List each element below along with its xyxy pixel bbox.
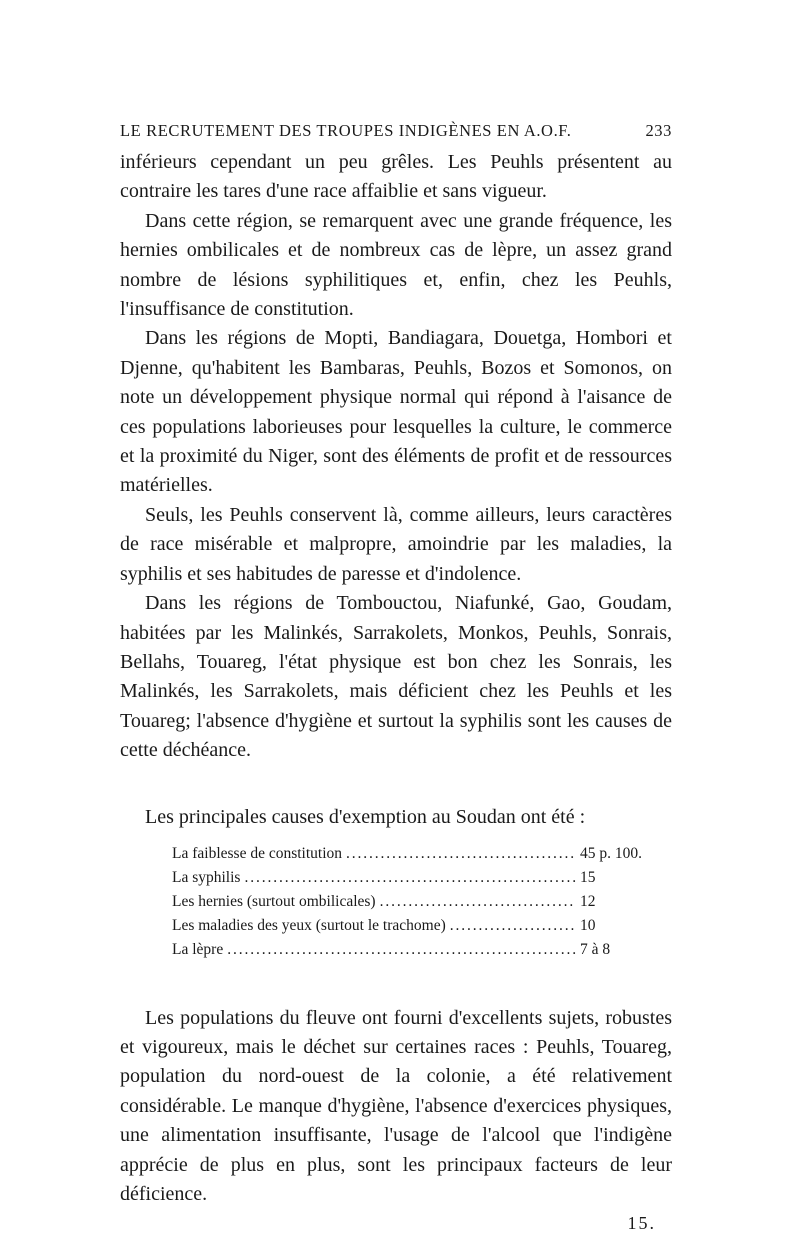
leader-dots <box>380 890 576 914</box>
paragraph-2: Dans cette région, se remarquent avec une grande fréquence, les hernies ombilicales et de nombreux cas de lèpre, un assez grand nombre de lésions syphilitiques et, enfin, chez les Peuhls, l'insuffisance de constitution. <box>120 209 672 321</box>
row-value: 10 <box>580 916 596 934</box>
leader-dots <box>346 842 576 866</box>
leader-dots <box>244 866 576 890</box>
row-label: La lèpre <box>172 940 224 958</box>
exemption-table <box>172 842 672 962</box>
page-number: 233 <box>645 121 672 140</box>
paragraph-3: Dans les régions de Mopti, Bandiagara, Douetga, Hombori et Djenne, qu'habitent les Bambaras, Peuhls, Bozos et Somonos, on note un développement physique normal qui répond à l'aisance de ces populations laborieuses pour lesquelles la culture, le commerce et la proximité du Niger, sont des éléments de profit et de ressources matérielles. <box>120 327 672 497</box>
table-row <box>172 842 672 866</box>
row-label: Les maladies des yeux (surtout le trachome) <box>172 916 446 934</box>
row-label: La syphilis <box>172 868 241 886</box>
row-label: La faiblesse de constitution <box>172 844 343 862</box>
paragraph-1: inférieurs cependant un peu grêles. Les Peuhls présentent au contraire les tares d'une race affaiblie et sans vigueur. <box>120 151 672 203</box>
running-header <box>120 118 672 144</box>
row-value: 7 à 8 <box>580 940 611 958</box>
paragraph-4: Seuls, les Peuhls conservent là, comme ailleurs, leurs caractères de race misérable et malpropre, amoindrie par les maladies, la syphilis et ses habitudes de paresse et d'indolence. <box>120 503 672 585</box>
page <box>120 118 672 1234</box>
table-row <box>172 890 672 914</box>
row-value: 12 <box>580 892 596 910</box>
paragraph-closing: Les populations du fleuve ont fourni d'excellents sujets, robustes et vigoureux, mais le déchet sur certaines races : Peuhls, Touareg, population du nord-ouest de la colonie, a été relativement considérable. Le manque d'hygiène, l'absence d'exercices physiques, une alimentation insuffisante, l'usage de l'alcool que l'indigène apprécie de plus en plus, sont les principaux facteurs de leur déficience. <box>120 1006 672 1205</box>
paragraph-5: Dans les régions de Tombouctou, Niafunké, Gao, Goudam, habitées par les Malinkés, Sarrakolets, Monkos, Peuhls, Sonrais, Bellahs, Touareg, l'état physique est bon chez les Sonrais, les Malinkés, les Sarrakolets, mais déficient chez les Peuhls et les Touareg; l'absence d'hygiène et surtout la syphilis sont les causes de cette déchéance. <box>120 592 672 762</box>
row-value: 45 p. 100. <box>580 844 642 862</box>
body-text <box>120 148 672 766</box>
closing-text <box>120 1004 672 1210</box>
leader-dots <box>450 914 576 938</box>
signature-mark: 15. <box>627 1213 656 1234</box>
row-label: Les hernies (surtout ombilicales) <box>172 892 376 910</box>
table-row <box>172 866 672 890</box>
header-title: LE RECRUTEMENT DES TROUPES INDIGÈNES EN A.O.F. <box>120 121 572 140</box>
table-row <box>172 914 672 938</box>
table-row <box>172 938 672 962</box>
row-value: 15 <box>580 868 596 886</box>
exemption-intro: Les principales causes d'exemption au Soudan ont été : <box>145 805 586 828</box>
leader-dots <box>227 938 576 962</box>
